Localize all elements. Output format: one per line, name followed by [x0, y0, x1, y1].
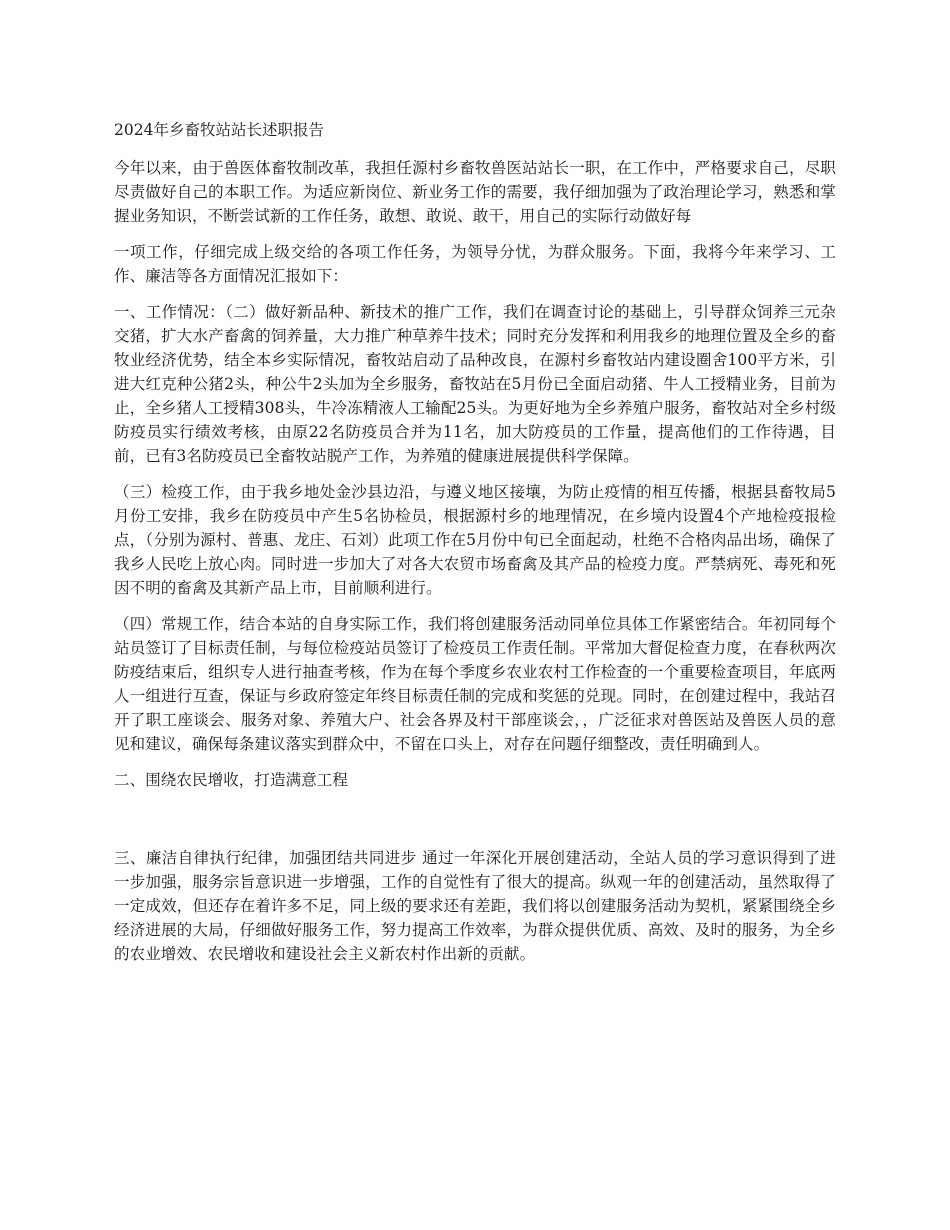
paragraph-intro-continued: 一项工作，仔细完成上级交给的各项工作任务，为领导分忧，为群众服务。下面，我将今年来学习、工作、廉洁等各方面情况汇报如下：: [114, 243, 836, 285]
blank-spacer: [114, 804, 836, 846]
section-heading-farmer-income: 二、围绕农民增收，打造满意工程: [114, 771, 349, 789]
paragraph-intro: 今年以来，由于兽医体畜牧制改革，我担任源村乡畜牧兽医站站长一职，在工作中，严格要求自己，尽职尽责做好自己的本职工作。为适应新岗位、新业务工作的需要，我仔细加强为了政治理论学习，熟悉和掌握业务知识，不断尝试新的工作任务，敢想、敢说、敢干，用自己的实际行动做好每: [114, 159, 836, 225]
paragraph-routine-work: （四）常规工作，结合本站的自身实际工作，我们将创建服务活动同单位具体工作紧密结合。年初同每个站员签订了目标责任制，与每位检疫站员签订了检疫员工作责任制。平常加大督促检查力度，在春秋两次防疫结束后，组织专人进行抽查考核，作为在每个季度乡农业农村工作检查的一个重要检查项目，年底两人一组进行互查，保证与乡政府签定年终目标责任制的完成和奖惩的兑现。同时，在创建过程中，我站召开了职工座谈会、服务对象、养殖大户、社会各界及村干部座谈会，，广泛征求对兽医站及兽医人员的意见和建议，确保每条建议落实到群众中，不留在口头上，对存在问题仔细整改，责任明确到人。: [114, 615, 836, 753]
document-title: 2024年乡畜牧站站长述职报告: [114, 121, 324, 139]
paragraph-integrity: 三、廉洁自律执行纪律，加强团结共同进步 通过一年深化开展创建活动，全站人员的学习意识得到了进一步加强，服务宗旨意识进一步增强，工作的自觉性有了很大的提高。纵观一年的创建活动，虽然取得了一定成效，但还存在着许多不足，同上级的要求还有差距，我们将以创建服务活动为契机，紧紧围绕全乡经济进展的大局，仔细做好服务工作，努力提高工作效率，为群众提供优质、高效、及时的服务，为全乡的农业增效、农民增收和建设社会主义新农村作出新的贡献。: [114, 849, 836, 963]
paragraph-work-status: 一、工作情况：（二）做好新品种、新技术的推广工作，我们在调查讨论的基础上，引导群众饲养三元杂交猪，扩大水产畜禽的饲养量，大力推广种草养牛技术；同时充分发挥和利用我乡的地理位置及全乡的畜牧业经济优势，结全本乡实际情况，畜牧站启动了品种改良，在源村乡畜牧站内建设圈舍100平方米，引进大红克种公猪2头，种公牛2头加为全乡服务，畜牧站在5月份已全面启动猪、牛人工授精业务，目前为止，全乡猪人工授精308头，牛冷冻精液人工输配25头。为更好地为全乡养殖户服务，畜牧站对全乡村级防疫员实行绩效考核，由原22名防疫员合并为11名，加大防疫员的工作量，提高他们的工作待遇，目前，已有3名防疫员已全畜牧站脱产工作，为养殖的健康进展提供科学保障。: [114, 303, 836, 465]
paragraph-quarantine: （三）检疫工作，由于我乡地处金沙县边沿，与遵义地区接壤，为防止疫情的相互传播，根据县畜牧局5月份工安排，我乡在防疫员中产生5名协检员，根据源村乡的地理情况，在乡境内设置4个产地检疫报检点，（分别为源村、普惠、龙庄、石刘）此项工作在5月份中旬已全面起动，杜绝不合格肉品出场，确保了我乡人民吃上放心肉。同时进一步加大了对各大农贸市场畜禽及其产品的检疫力度。严禁病死、毒死和死因不明的畜禽及其新产品上市，目前顺利进行。: [114, 483, 836, 597]
document-page: [114, 118, 836, 978]
